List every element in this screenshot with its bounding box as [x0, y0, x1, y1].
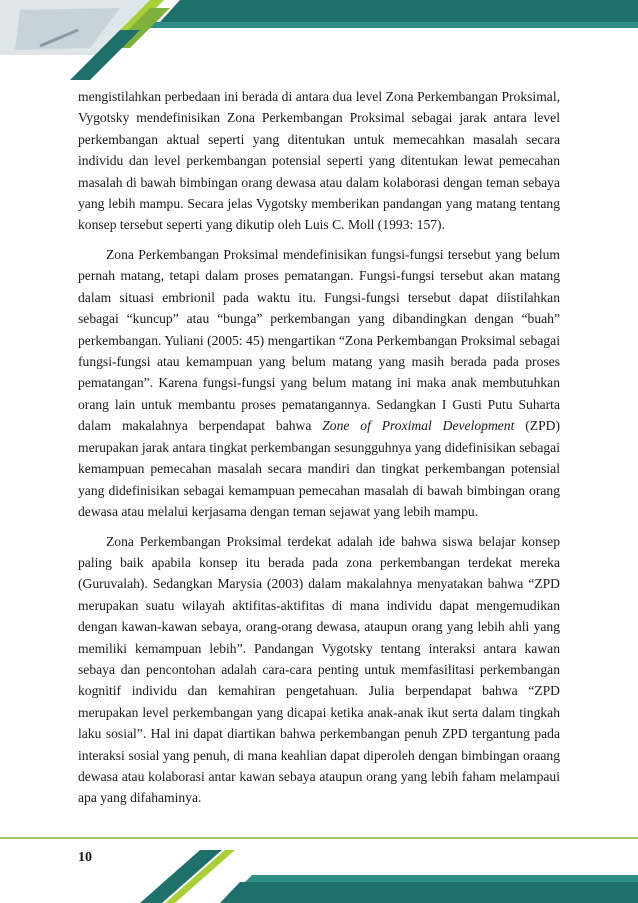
header-teal-band-light	[145, 22, 638, 28]
paragraph-2-text-a: Zona Perkembangan Proksimal mendefinisikan fungsi-fungsi tersebut yang belum pernah matang, tetapi dalam proses pematangan. Fungsi-fungsi tersebut akan matang dalam situasi embrionil pada waktu itu. Fungsi-fungsi tersebut dapat diistilahkan sebagai “kuncup” atau “bunga” perkembangan yang dibandingkan dengan “buah” perkembangan. Yuliani (2005: 45) mengartikan “Zona Perkembangan Proksimal sebagai fungsi-fungsi atau kemampuan yang belum matang yang masih berada pada proses pematangan”. Karena fungsi-fungsi yang belum matang ini maka anak membutuhkan orang lain untuk membantu proses pematangannya. Sedangkan I Gusti Putu Suharta dalam makalahnya berpendapat bahwa	[78, 247, 560, 434]
page-number: 10	[78, 850, 92, 865]
header-teal-band	[160, 0, 638, 22]
paragraph-3: Zona Perkembangan Proksimal terdekat adalah ide bahwa siswa belajar konsep paling baik apabila konsep itu berada pada zona perkembangan terdekat mereka (Guruvalah). Sedangkan Marysia (2003) dalam makalahnya menyatakan bahwa “ZPD merupakan suatu wilayah aktifitas-aktifitas di mana individu dapat mengemudikan dengan kawan-kawan sebaya, orang-orang dewasa, ataupun orang yang lebih ahli yang memiliki kemampuan lebih”. Pandangan Vygotsky tentang interaksi antara kawan sebaya dan pencontohan adalah cara-cara penting untuk memfasilitasi perkembangan kognitif individu dan kemahiran pengetahuan. Julia berpendapat bahwa “ZPD merupakan level perkembangan yang dicapai ketika anak-anak ikut serta dalam tingkah laku sosial”. Hal ini dapat diartikan bahwa perkembangan penuh ZPD tergantung pada interaksi sosial yang penuh, di mana keahlian dapat diperoleh dengan bimbingan oraang dewasa atau kolaborasi antar kawan sebaya ataupun orang yang lebih faham melampaui apa yang difahaminya.	[78, 533, 560, 806]
footer-teal-band	[220, 882, 638, 903]
header-decoration	[0, 0, 638, 100]
footer-decoration	[0, 820, 638, 903]
paragraph-2	[78, 244, 560, 522]
paragraph-2-text-b: (ZPD) merupakan jarak antara tingkat perkembangan sesungguhnya yang didefinisikan sebagai kemampuan pemecahan masalah secara mandiri dan tingkat perkembangan potensial yang didefinisikan sebagai kemampuan pemecahan masalah di bawah bimbingan orang dewasa atau melalui kerjasama dengan teman sejawat yang lebih mampu.	[78, 418, 560, 519]
page-body	[78, 86, 560, 817]
footer-teal-band-light	[245, 875, 638, 882]
paragraph-2-italic-term: Zone of Proximal Development	[322, 418, 515, 434]
paragraph-1: mengistilahkan perbedaan ini berada di antara dua level Zona Perkembangan Proksimal, Vygotsky mendefinisikan Zona Perkembangan Proksimal sebagai jarak antara level perkembangan aktual seperti yang ditentukan untuk memecahkan masalah secara individu dan level perkembangan potensial seperti yang ditentukan lewat pemecahan masalah di bawah bimbingan orang dewasa atau dalam kolaborasi dengan teman sebaya yang lebih mampu. Secara jelas Vygotsky memberikan pandangan yang matang tentang konsep tersebut seperti yang dikutip oleh Luis C. Moll (1993: 157).	[78, 89, 560, 233]
